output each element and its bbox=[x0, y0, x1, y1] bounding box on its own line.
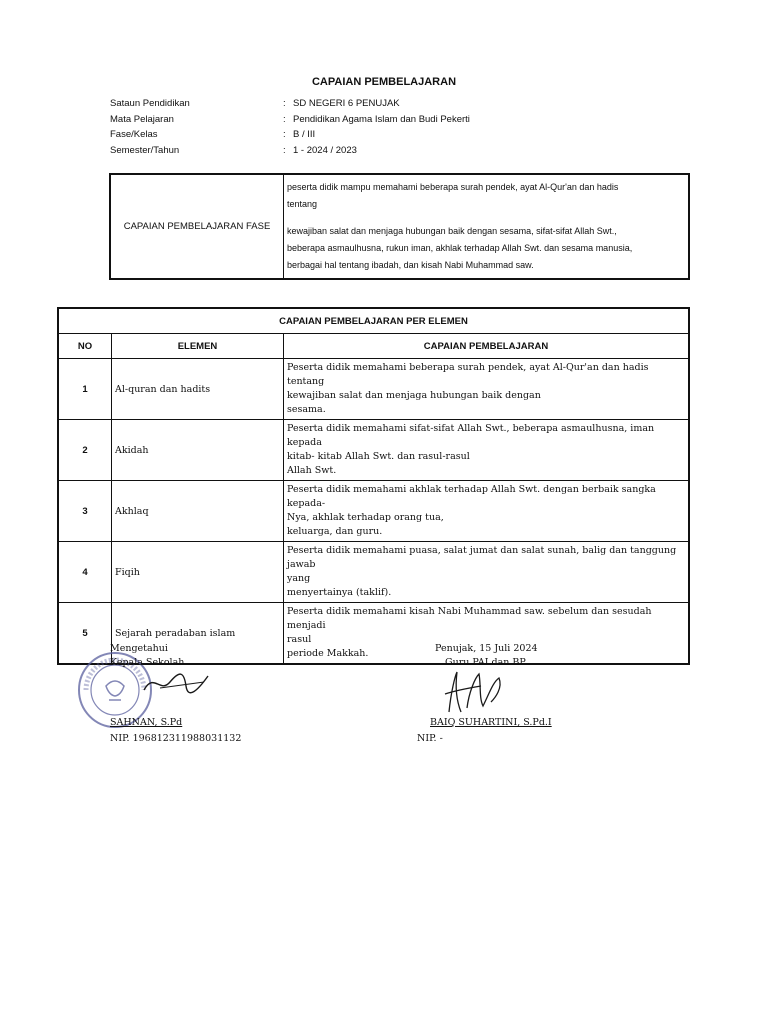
cp-line: Allah Swt. bbox=[287, 465, 337, 476]
cp-line: kewajiban salat dan menjaga hubungan baik dengan bbox=[287, 390, 541, 401]
cp-line: rasul bbox=[287, 634, 312, 645]
info-sep: : bbox=[283, 129, 286, 140]
fase-table bbox=[109, 173, 690, 280]
table-row bbox=[58, 420, 689, 481]
cp-line: keluarga, dan guru. bbox=[287, 526, 383, 537]
info-label: Sataun Pendidikan bbox=[110, 98, 190, 109]
table-row bbox=[58, 542, 689, 603]
row-elemen: Sejarah peradaban islam bbox=[112, 603, 284, 665]
row-no: 1 bbox=[58, 359, 112, 420]
cp-line: Peserta didik memahami puasa, salat jumat dan salat sunah, balig dan tanggung jawab bbox=[287, 545, 677, 570]
cp-line: sesama. bbox=[287, 404, 326, 415]
col-header-no: NO bbox=[58, 334, 112, 359]
cp-line: kitab- kitab Allah Swt. dan rasul-rasul bbox=[287, 451, 470, 462]
teacher-name: BAIQ SUHARTINI, S.Pd.I bbox=[430, 717, 552, 728]
row-cp bbox=[284, 420, 690, 481]
page-title: CAPAIAN PEMBELAJARAN bbox=[311, 76, 457, 88]
fase-text bbox=[284, 174, 690, 279]
cp-line: periode Makkah. bbox=[287, 648, 369, 659]
table-row bbox=[58, 481, 689, 542]
cp-line: Peserta didik memahami kisah Nabi Muhammad saw. sebelum dan sesudah menjadi bbox=[287, 606, 652, 631]
info-label: Semester/Tahun bbox=[110, 144, 180, 156]
row-elemen: Fiqih bbox=[112, 542, 284, 603]
cp-line: menyertainya (taklif). bbox=[287, 587, 392, 598]
cp-line: yang bbox=[287, 573, 311, 584]
headmaster-nip: NIP. 196812311988031132 bbox=[110, 733, 242, 744]
info-label: Fase/Kelas bbox=[110, 129, 158, 140]
info-sep: : bbox=[283, 98, 286, 109]
row-elemen: Al-quran dan hadits bbox=[112, 359, 284, 420]
info-value: Pendidikan Agama Islam dan Budi Pekerti bbox=[293, 113, 470, 125]
info-sep: : bbox=[283, 144, 286, 156]
info-value: SD NEGERI 6 PENUJAK bbox=[293, 98, 400, 109]
teacher-role: Guru PAI dan BP bbox=[445, 657, 526, 668]
row-cp bbox=[284, 542, 690, 603]
cp-line: Peserta didik memahami akhlak terhadap Allah Swt. dengan berbaik sangka kepada- bbox=[287, 484, 656, 509]
fase-label: CAPAIAN PEMBELAJARAN FASE bbox=[110, 174, 284, 279]
info-row-fase bbox=[110, 129, 470, 145]
row-elemen: Akhlaq bbox=[112, 481, 284, 542]
row-no: 2 bbox=[58, 420, 112, 481]
fase-line: tentang bbox=[287, 199, 318, 209]
col-header-cp: CAPAIAN PEMBELAJARAN bbox=[284, 334, 690, 359]
teacher-nip: NIP. - bbox=[417, 733, 443, 744]
headmaster-signature-icon bbox=[140, 668, 212, 698]
fase-line: berbagai hal tentang ibadah, dan kisah Nabi Muhammad saw. bbox=[287, 260, 534, 270]
headmaster-name: SAHNAN, S.Pd bbox=[110, 717, 183, 728]
info-value: 1 - 2024 / 2023 bbox=[293, 144, 357, 156]
row-no: 4 bbox=[58, 542, 112, 603]
fase-line: kewajiban salat dan menjaga hubungan baik dengan sesama, sifat-sifat Allah Swt., bbox=[287, 226, 617, 236]
info-row-mapel bbox=[110, 114, 470, 130]
cp-line: Peserta didik memahami beberapa surah pendek, ayat Al-Qur'an dan hadis tentang bbox=[287, 362, 649, 387]
headmaster-role: Kepala Sekolah bbox=[110, 657, 185, 668]
fase-line: peserta didik mampu memahami beberapa surah pendek, ayat Al-Qur'an dan hadis bbox=[287, 182, 619, 192]
info-row-satuan bbox=[110, 98, 470, 114]
cp-line: Peserta didik memahami sifat-sifat Allah Swt., beberapa asmaulhusna, iman kepada bbox=[287, 423, 655, 448]
elemen-table-title: CAPAIAN PEMBELAJARAN PER ELEMEN bbox=[58, 308, 689, 334]
row-no: 3 bbox=[58, 481, 112, 542]
row-elemen: Akidah bbox=[112, 420, 284, 481]
info-value: B / III bbox=[293, 129, 316, 140]
info-block bbox=[110, 98, 470, 160]
info-sep: : bbox=[283, 113, 286, 125]
row-cp bbox=[284, 359, 690, 420]
col-header-elemen: ELEMEN bbox=[112, 334, 284, 359]
info-label: Mata Pelajaran bbox=[110, 113, 174, 125]
info-row-semester bbox=[110, 145, 470, 161]
ack-label: Mengetahui bbox=[110, 643, 168, 654]
elemen-table bbox=[57, 307, 690, 665]
cp-line: Nya, akhlak terhadap orang tua, bbox=[287, 512, 444, 523]
row-no: 5 bbox=[58, 603, 112, 665]
table-row bbox=[58, 359, 689, 420]
row-cp bbox=[284, 481, 690, 542]
teacher-signature-icon bbox=[435, 668, 515, 718]
fase-line: beberapa asmaulhusna, rukun iman, akhlak terhadap Allah Swt. dan sesama manusia, bbox=[287, 243, 633, 253]
place-date: Penujak, 15 Juli 2024 bbox=[435, 643, 538, 654]
row-cp bbox=[284, 603, 690, 665]
